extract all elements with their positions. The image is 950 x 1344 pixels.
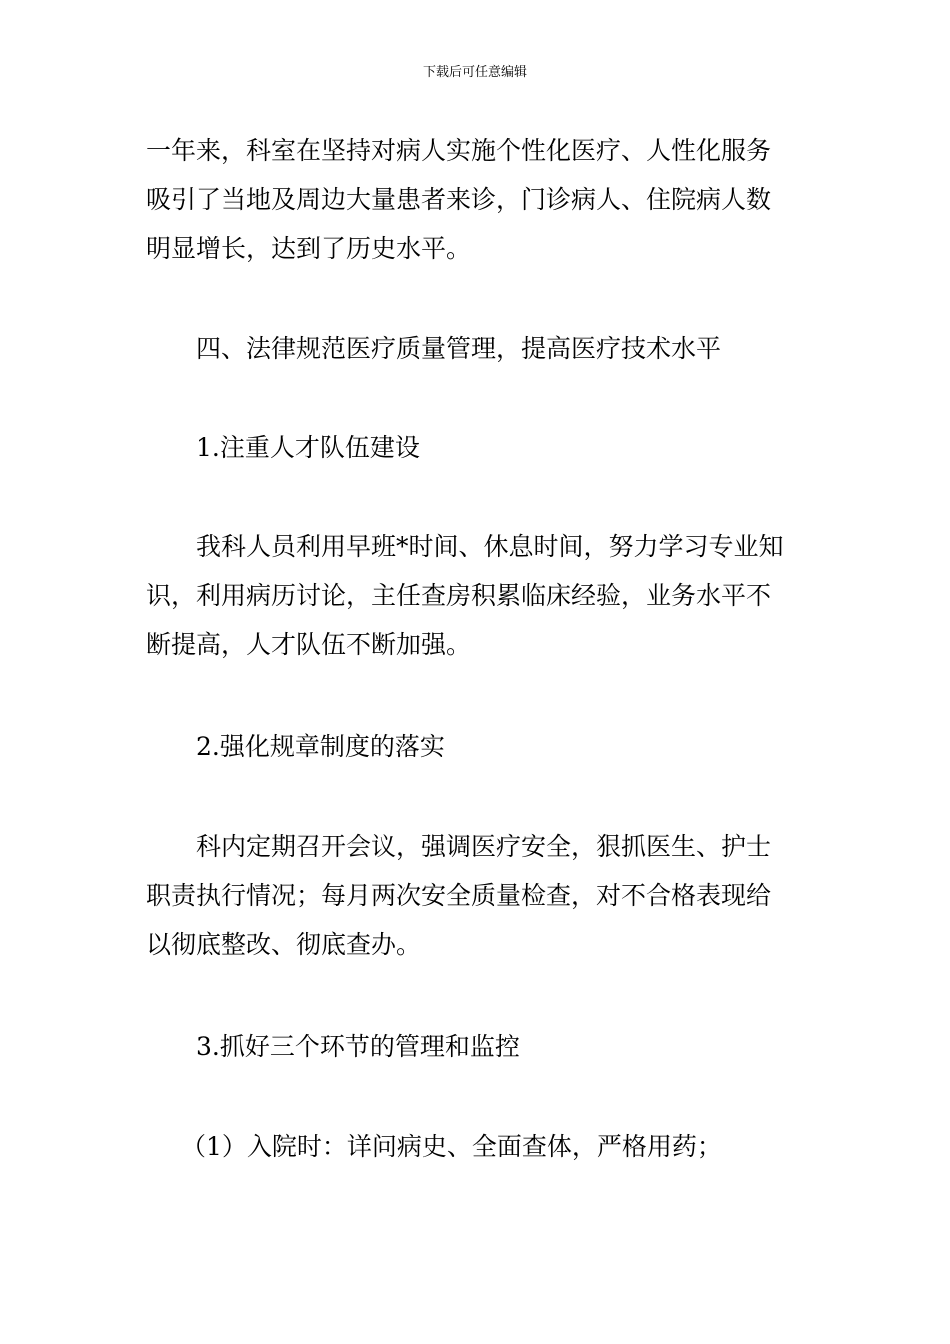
paragraph-intro	[146, 126, 811, 273]
heading-text: 四、法律规范医疗质量管理，提高医疗技术水平	[196, 334, 722, 363]
text-line: 我科人员利用早班*时间、休息时间，努力学习专业知	[196, 532, 784, 561]
text-line: 明显增长，达到了历史水平。	[146, 234, 472, 263]
subheading-talent	[146, 423, 811, 472]
list-item-admission	[146, 1122, 811, 1171]
text-line: 职责执行情况；每月两次安全质量检查，对不合格表现给	[146, 881, 772, 910]
paragraph-rules	[146, 822, 811, 969]
heading-text: 2.强化规章制度的落实	[196, 732, 445, 761]
text-line: （1）入院时：详问病史、全面查体，严格用药；	[181, 1132, 722, 1161]
subheading-monitoring	[146, 1022, 811, 1071]
text-line: 识，利用病历讨论，主任查房积累临床经验，业务水平不	[146, 581, 772, 610]
text-line: 一年来，科室在坚持对病人实施个性化医疗、人性化服务	[146, 136, 772, 165]
page-header: 下载后可任意编辑	[422, 65, 527, 80]
heading-text: 1.注重人才队伍建设	[196, 433, 420, 462]
text-line: 以彻底整改、彻底查办。	[146, 930, 422, 959]
text-line: 断提高，人才队伍不断加强。	[146, 630, 472, 659]
heading-text: 3.抓好三个环节的管理和监控	[196, 1032, 520, 1061]
text-line: 吸引了当地及周边大量患者来诊，门诊病人、住院病人数	[146, 185, 772, 214]
section-heading-four	[146, 324, 811, 373]
subheading-rules	[146, 722, 811, 771]
text-line: 科内定期召开会议，强调医疗安全，狠抓医生、护士	[196, 832, 772, 861]
paragraph-talent	[146, 522, 811, 669]
